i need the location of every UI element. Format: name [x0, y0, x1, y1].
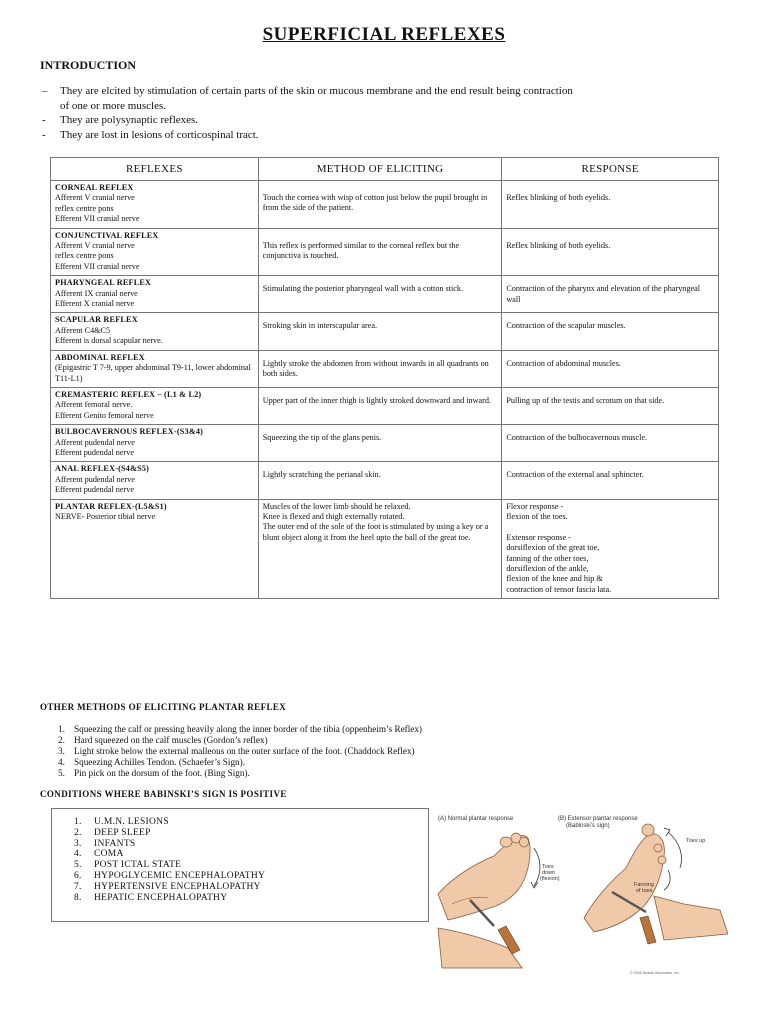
response-cell: Contraction of the scapular muscles.	[502, 313, 719, 350]
condition-text: DEEP SLEEP	[94, 827, 151, 838]
condition-text: INFANTS	[94, 838, 136, 849]
reflex-cell	[51, 499, 259, 599]
table-row	[51, 228, 719, 276]
figure-credit: © 2003 Sinauer Associates, Inc.	[630, 971, 680, 975]
method-cell: Lightly stroke the abdomen from without inwards in all quadrants on both sides.	[258, 350, 502, 387]
reflex-cell	[51, 276, 259, 313]
introduction-item-text: They are elcited by stimulation of certain parts of the skin or mucous membrane and the end result being contraction of one or more muscles.	[60, 85, 573, 112]
bullet: –	[42, 85, 48, 97]
other-method-text: Pin pick on the dorsum of the foot. (Bing Sign).	[74, 768, 250, 778]
response-cell: Reflex blinking of both eyelids.	[502, 228, 719, 276]
babinski-heading: CONDITIONS WHERE BABINSKI’S SIGN IS POSITIVE	[40, 789, 287, 799]
method-cell: This reflex is performed similar to the corneal reflex but the conjunctiva is touched.	[258, 228, 502, 276]
reflex-cell	[51, 228, 259, 276]
reflex-name: BULBOCAVERNOUS REFLEX-(S3&4)	[55, 427, 204, 437]
other-method-item	[58, 768, 422, 779]
item-number: 2.	[74, 827, 82, 838]
table-header-row	[51, 158, 719, 181]
reflex-cell	[51, 313, 259, 350]
method-cell: Stroking skin in interscapular area.	[258, 313, 502, 350]
reflex-details: Afferent V cranial nerve reflex centre pons Efferent VII cranial nerve	[55, 241, 140, 271]
page-title: SUPERFICIAL REFLEXES	[262, 24, 506, 45]
figure-label-b: (B) Extensor plantar response	[558, 816, 638, 822]
babinski-foot-illustration	[584, 824, 728, 944]
item-number: 6.	[74, 870, 82, 881]
figure-label-a: (A) Normal plantar response	[438, 816, 514, 822]
method-cell: Squeezing the tip of the glans penis.	[258, 425, 502, 462]
reflex-details: Afferent V cranial nerve reflex centre pons Efferent VII cranial nerve	[55, 193, 140, 224]
response-cell: Reflex blinking of both eyelids.	[502, 181, 719, 229]
condition-item	[74, 893, 265, 904]
response-cell: Contraction of the pharynx and elevation of the pharyngeal wall	[502, 276, 719, 313]
item-number: 5.	[58, 768, 65, 778]
other-methods-heading: OTHER METHODS OF ELICITING PLANTAR REFLEX	[40, 702, 287, 712]
condition-text: U.M.N. LESIONS	[94, 817, 169, 827]
condition-text: HEPATIC ENCEPHALOPATHY	[94, 892, 228, 903]
reflex-cell	[51, 181, 259, 229]
other-method-text: Light stroke below the external malleous on the outer surface of the foot. (Chaddock Reflex)	[74, 746, 415, 756]
condition-item	[74, 817, 265, 828]
plantar-response-figure	[434, 808, 728, 978]
method-cell: Lightly scratching the perianal skin.	[258, 462, 502, 499]
toes-down-label: Toes down (flexion)	[540, 864, 560, 882]
reflex-name: CONJUNCTIVAL REFLEX	[55, 230, 159, 240]
condition-item	[74, 882, 265, 893]
reflex-name: PLANTAR REFLEX-(L5&S1)	[55, 501, 167, 511]
reflex-name: SCAPULAR REFLEX	[55, 315, 138, 325]
bullet: -	[42, 128, 46, 141]
introduction-heading: INTRODUCTION	[40, 58, 137, 72]
item-number: 8.	[74, 892, 82, 903]
reflex-details: Afferent IX cranial nerve Efferent X cranial nerve	[55, 288, 138, 309]
item-number: 1.	[58, 724, 65, 734]
other-method-item	[58, 735, 422, 746]
introduction-item	[42, 84, 582, 113]
item-number: 4.	[58, 757, 65, 767]
introduction-item	[42, 128, 582, 143]
introduction-item-text: They are polysynaptic reflexes.	[60, 114, 199, 126]
condition-text: HYPERTENSIVE ENCEPHALOPATHY	[94, 881, 261, 892]
reflex-cell	[51, 462, 259, 499]
other-method-item	[58, 757, 422, 768]
method-cell: Touch the cornea with wisp of cotton just below the pupil brought in from the side of the patient.	[258, 181, 502, 229]
reflex-details: Afferent pudendal nerve Efferent pudendal nerve	[55, 437, 135, 457]
toes-up-label: Toes up	[686, 838, 706, 844]
table-row	[51, 499, 719, 599]
other-methods-list	[58, 724, 422, 779]
table-row	[51, 462, 719, 499]
other-method-text: Squeezing Achilles Tendon. (Schaefer’s Sign).	[74, 757, 245, 767]
other-method-text: Squeezing the calf or pressing heavily along the inner border of the tibia (oppenheim’s Reflex)	[74, 724, 422, 734]
condition-item	[74, 828, 265, 839]
response-cell: Contraction of abdominal muscles.	[502, 350, 719, 387]
figure-label-b-sub: (Babinski’s sign)	[566, 823, 610, 829]
other-method-text: Hard squeezed on the calf muscles (Gordon’s reflex)	[74, 735, 268, 745]
reflex-name: PHARYNGEAL REFLEX	[55, 278, 152, 288]
response-cell: Contraction of the external anal sphincter.	[502, 462, 719, 499]
table-row	[51, 387, 719, 424]
reflex-cell	[51, 425, 259, 462]
condition-item	[74, 860, 265, 871]
response-cell: Contraction of the bulbocavernous muscle.	[502, 425, 719, 462]
reflex-name: CREMASTERIC REFLEX – (L1 & L2)	[55, 389, 202, 399]
reflex-details: Afferent C4&C5 Efferent is dorsal scapular nerve.	[55, 325, 163, 346]
reflex-details: (Epigastric T 7-9, upper abdominal T9-11, lower abdominal T11-L1)	[55, 363, 251, 383]
item-number: 4.	[74, 849, 82, 860]
column-header-response: RESPONSE	[502, 158, 719, 181]
item-number: 2.	[58, 735, 65, 745]
item-number: 3.	[74, 838, 82, 849]
fanning-label: Fanning of toes	[634, 882, 654, 894]
table-row	[51, 350, 719, 387]
column-header-method: METHOD OF ELICITING	[258, 158, 502, 181]
reflex-cell	[51, 350, 259, 387]
table-row	[51, 276, 719, 313]
response-cell: Flexor response - flexion of the toes. Extensor response - dorsiflexion of the great toe, fanning of the other toes, dorsiflexion of the ankle, flexion of the knee and hip & contraction of tensor fascia lata.	[502, 499, 719, 599]
item-number: 7.	[74, 881, 82, 892]
introduction-list	[42, 84, 582, 142]
bullet: -	[42, 114, 46, 126]
reflex-details: NERVE- Posterior tibial nerve	[55, 511, 156, 521]
item-number: 1.	[74, 817, 82, 827]
introduction-item-text: They are lost in lesions of corticospinal tract.	[60, 128, 259, 141]
reflex-name: CORNEAL REFLEX	[55, 183, 134, 192]
babinski-conditions-list	[74, 817, 265, 903]
condition-item	[74, 849, 265, 860]
condition-text: COMA	[94, 849, 124, 860]
method-cell: Muscles of the lower limb should be relaxed. Knee is flexed and thigh externally rotated. The outer end of the sole of the foot is stimulated by using a key or a blunt object along it from the heel upto the ball of the great toe.	[258, 499, 502, 599]
item-number: 5.	[74, 860, 82, 871]
table-row	[51, 181, 719, 229]
reflex-cell	[51, 387, 259, 424]
response-cell: Pulling up of the testis and scrotum on that side.	[502, 387, 719, 424]
method-cell: Stimulating the posterior pharyngeal wall with a cotton stick.	[258, 276, 502, 313]
other-method-item	[58, 724, 422, 735]
reflex-details: Afferent femoral nerve. Efferent Genito femoral nerve	[55, 400, 154, 420]
condition-item	[74, 839, 265, 850]
other-method-item	[58, 746, 422, 757]
reflex-name: ANAL REFLEX-(S4&S5)	[55, 464, 150, 474]
column-header-reflexes: REFLEXES	[51, 158, 259, 181]
condition-text: POST ICTAL STATE	[94, 860, 182, 871]
normal-foot-illustration	[438, 833, 540, 968]
introduction-item	[42, 113, 582, 128]
table-row	[51, 425, 719, 462]
table-row	[51, 313, 719, 350]
condition-text: HYPOGLYCEMIC ENCEPHALOPATHY	[94, 870, 266, 881]
condition-item	[74, 871, 265, 882]
reflex-table	[50, 157, 719, 599]
item-number: 3.	[58, 746, 65, 756]
reflex-name: ABDOMINAL REFLEX	[55, 352, 145, 362]
reflex-details: Afferent pudendal nerve Efferent pudendal nerve	[55, 474, 135, 495]
method-cell: Upper part of the inner thigh is lightly stroked downward and inward.	[258, 387, 502, 424]
